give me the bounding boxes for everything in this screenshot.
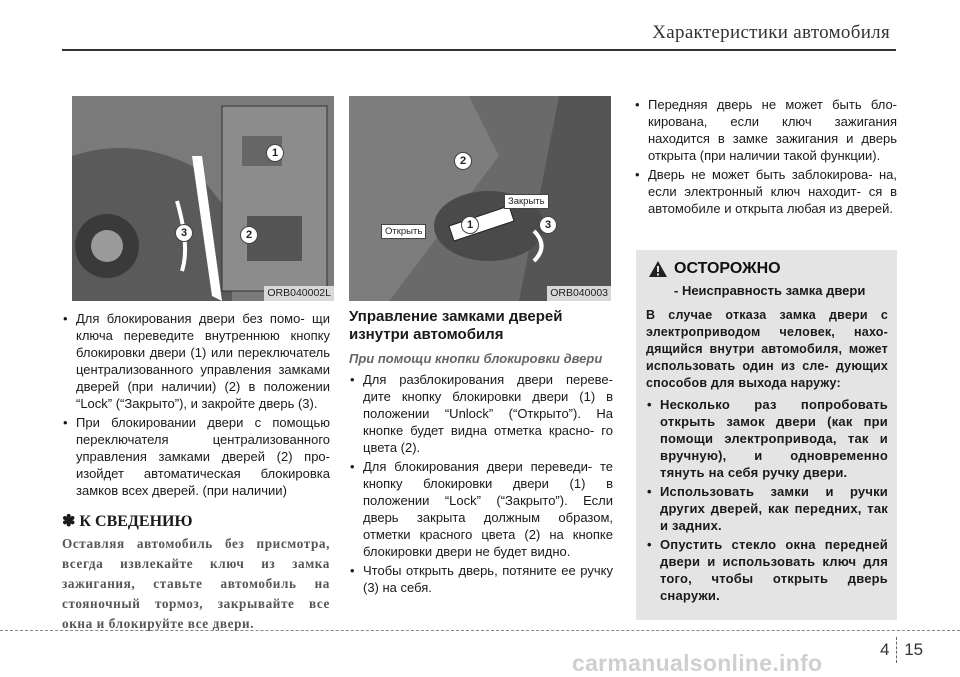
list-item: • Для блокирования двери переведи- те кнопку блокировки двери (1) в положении “Lock” (“Закрыто”). Если дверь закрыта должным образом, отметки красного цвета (2) на кнопке блокировки двери не будет видно. <box>349 458 613 560</box>
list-item: • Дверь не может быть заблокирова- на, если электронный ключ находит- ся в автомобиле и открыта любая из дверей. <box>634 166 897 217</box>
door-handle-drawing <box>349 96 611 301</box>
list-item: • Для разблокирования двери переве- дите кнопку блокировки двери (1) в положении “Unlock” (“Открыто”). На кнопке будет видна отметка красно- го цвета (2). <box>349 371 613 456</box>
car-door-drawing <box>72 96 334 301</box>
callout-3: 3 <box>539 216 557 234</box>
list-item: • Чтобы открыть дверь, потяните ее ручку (3) на себя. <box>349 562 613 596</box>
callout-1: 1 <box>266 144 284 162</box>
callout-3: 3 <box>175 224 193 242</box>
list-item: • При блокировании двери с помощью переключателя централизованного управления замками дверей (2) про- изойдет автоматическая блокировка замков всех дверей. (при наличии) <box>62 414 330 499</box>
page-section: 4 <box>880 640 890 659</box>
page-number-value: 15 <box>904 640 924 659</box>
callout-2: 2 <box>240 226 258 244</box>
page-header-title: Характеристики автомобиля <box>652 22 890 43</box>
list-item: • Для блокирования двери без помо- щи ключа переведите внутреннюю кнопку блокировки двери (1) или переключатель централизованного управления замками дверей (при наличии) (2) в положении “Lock” (“Закрыто”), и закройте дверь (3). <box>62 310 330 412</box>
column-3 <box>634 96 897 219</box>
door-handle-illustration <box>349 96 611 301</box>
warning-triangle-icon <box>648 260 668 278</box>
header-rule <box>62 49 896 51</box>
column-1 <box>62 310 330 634</box>
label-open: Открыть <box>381 224 426 239</box>
warning-title: ОСТОРОЖНО <box>674 260 781 277</box>
image-caption: ORB040002L <box>264 286 334 301</box>
list-item: • Передняя дверь не может быть бло- кирована, если ключ зажигания находится в замке зажигания и дверь открыта (при наличии такой функции). <box>634 96 897 164</box>
notice-text: Оставляя автомобиль без присмотра, всегда извлекайте ключ из замка зажигания, ставьте автомобиль на стояночный тормоз, закрывайте все окна и блокируйте все двери. <box>62 536 330 631</box>
section-title: Управление замками дверей изнутри автомобиля <box>349 308 563 343</box>
list-item: • Несколько раз попробовать открыть замок двери (как при помощи электропривода, так и вручную), и одновременно тянуть на себя ручку двери. <box>646 396 888 481</box>
list-item: • Опустить стекло окна передней двери и использовать ключ для того, чтобы открыть дверь снаружи. <box>646 536 888 604</box>
warning-body: В случае отказа замка двери с электроприводом человек, нахо- дящийся внутри автомобиля, может использовать один из сле- дующих способов для выхода наружу: <box>646 308 888 390</box>
watermark: carmanualsonline.info <box>572 650 823 676</box>
section-subtitle: При помощи кнопки блокировки двери <box>349 351 603 366</box>
warning-list <box>646 396 888 604</box>
column-1-bullets <box>62 310 330 499</box>
page-number <box>880 640 923 660</box>
column-3-bullets <box>634 96 897 217</box>
warning-box <box>636 250 897 620</box>
warning-header <box>648 260 888 278</box>
callout-1: 1 <box>461 216 479 234</box>
footer-rule <box>0 630 960 631</box>
column-2 <box>349 308 613 598</box>
warning-subtitle: - Неисправность замка двери <box>674 283 866 298</box>
list-item: • Использовать замки и ручки других дверей, как передних, так и задних. <box>646 483 888 534</box>
notice-title: ✽ К СВЕДЕНИЮ <box>62 513 193 530</box>
column-2-bullets <box>349 371 613 596</box>
label-close: Закрыть <box>504 194 549 209</box>
door-lock-illustration <box>72 96 334 301</box>
callout-2: 2 <box>454 152 472 170</box>
image-caption: ORB040003 <box>547 286 611 301</box>
